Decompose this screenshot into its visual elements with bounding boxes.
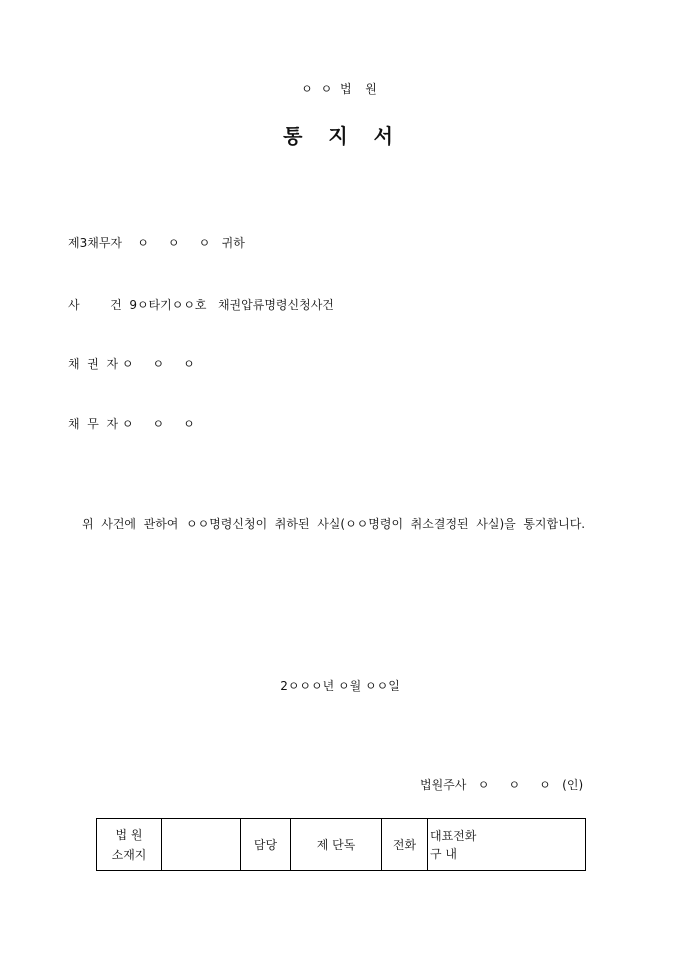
document-title: 통 지 서 bbox=[283, 124, 397, 148]
court-location-value bbox=[162, 819, 241, 871]
court-location-label bbox=[97, 819, 162, 871]
court-clerk-signature: 법원주사 ㅇ ㅇ ㅇ (인) bbox=[420, 778, 584, 792]
phone-label: 전화 bbox=[382, 819, 428, 871]
court-location-label-line1: 법 원 bbox=[115, 827, 143, 842]
debtor-line: 채 무 자 ㅇ ㅇ ㅇ bbox=[68, 417, 195, 431]
court-location-label-line2: 소재지 bbox=[111, 847, 147, 862]
extension-label: 구 내 bbox=[430, 846, 457, 861]
court-name: ㅇ ㅇ 법 원 bbox=[301, 82, 379, 96]
table-row bbox=[97, 819, 586, 871]
notice-text: 위 사건에 관하여 ㅇㅇ명령신청이 취하된 사실(ㅇㅇ명령이 취소결정된 사실)을 통지합니다. bbox=[82, 517, 586, 531]
third-debtor-line: 제3채무자 ㅇ ㅇ ㅇ 귀하 bbox=[68, 236, 245, 250]
phone-value bbox=[428, 819, 586, 871]
contact-label: 담당 bbox=[241, 819, 291, 871]
notice-date: 2ㅇㅇㅇ년 ㅇ월 ㅇㅇ일 bbox=[280, 679, 400, 693]
creditor-line: 채 권 자 ㅇ ㅇ ㅇ bbox=[68, 357, 195, 371]
case-line: 사 건 9ㅇ타기ㅇㅇ호 채권압류명령신청사건 bbox=[68, 298, 334, 312]
main-phone-label: 대표전화 bbox=[430, 828, 477, 843]
officer-value: 제 단독 bbox=[291, 819, 382, 871]
court-info-table bbox=[96, 818, 586, 871]
